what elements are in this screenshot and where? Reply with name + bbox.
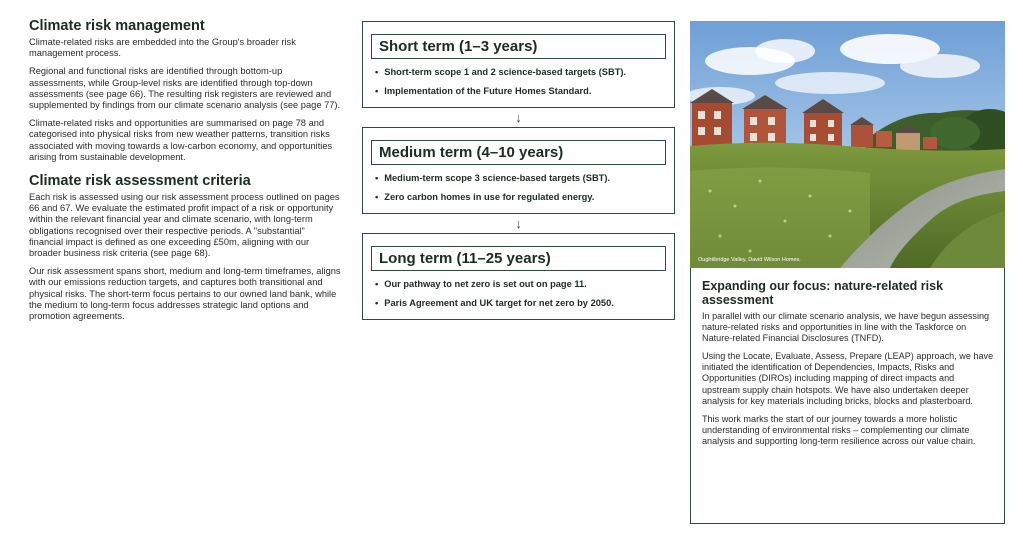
term-title: Medium term (4–10 years) — [371, 140, 666, 165]
section-title: Climate risk assessment criteria — [29, 173, 251, 190]
short-term-box — [362, 21, 675, 108]
term-item: • Medium-term scope 3 science-based targets (SBT). — [375, 173, 666, 184]
timeframe-column — [362, 21, 675, 320]
term-item: • Paris Agreement and UK target for net zero by 2050. — [375, 298, 666, 309]
term-title: Long term (11–25 years) — [371, 246, 666, 271]
down-arrow-icon: ↓ — [515, 216, 522, 231]
paragraph: Our risk assessment spans short, medium and long-term timeframes, aligns with our emissions reduction targets, and captures both transitional and physical risks. The short-term focus pertains to our owned land bank, while the medium to long-term focus addresses strategic land options and promotion agreements. — [29, 266, 341, 322]
term-item: • Short-term scope 1 and 2 science-based targets (SBT). — [375, 67, 666, 78]
paragraph: Using the Locate, Evaluate, Assess, Prepare (LEAP) approach, we have initiated the identification of Dependencies, Impacts, Risks and Opportunities (DIROs) including mapping of direct impacts and upstream supply chain hotspots. We have also undertaken deeper analysis for key materials including bricks, blocks and plasterboard. — [702, 351, 994, 406]
term-item: • Implementation of the Future Homes Standard. — [375, 86, 666, 97]
paragraph: Regional and functional risks are identified through bottom-up assessments, while Group-level risks are identified through top-down assessments (see page 66). The resulting risk registers are reviewed and supplemented by findings from our climate scenario analysis (see page 77). — [29, 66, 341, 111]
paragraph: Each risk is assessed using our risk assessment process outlined on pages 66 and 67. We evaluate the estimated profit impact of a risk or opportunity within the relevant financial year and climate scenario, with long-term obligations recognised over their respective periods. A "substantial" financial impact is defined as one exceeding £50m, aligning with our broader business risk criteria (see page 68). — [29, 192, 340, 259]
paragraph: This work marks the start of our journey towards a more holistic understanding of environmental risks – complementing our climate analysis and supporting long-term resilience across our value chain. — [702, 413, 976, 446]
term-item: • Our pathway to net zero is set out on page 11. — [375, 279, 666, 290]
section-title: Climate risk management — [29, 18, 205, 34]
paragraph: Climate-related risks are embedded into the Group's broader risk management process. — [29, 37, 296, 59]
photo-caption: Oughtibridge Valley, David Wilson Homes. — [698, 257, 801, 263]
paragraph: Climate-related risks and opportunities are summarised on page 78 and categorised into physical risks from new weather patterns, transition risks associated with moving towards a low-carbon economy, and opportunities arising from sustainable development. — [29, 118, 333, 162]
nature-column — [690, 21, 1005, 524]
medium-term-box — [362, 127, 675, 214]
section-title: Expanding our focus: nature-related risk assessment — [702, 279, 944, 307]
nature-risk-box — [690, 268, 1005, 524]
term-title: Short term (1–3 years) — [371, 34, 666, 59]
paragraph: In parallel with our climate scenario analysis, we have begun assessing nature-related risks and opportunities in line with the Taskforce on Nature-related Financial Disclosures (TNFD). — [702, 311, 990, 344]
climate-risk-management-column — [29, 18, 341, 329]
term-item: • Zero carbon homes in use for regulated energy. — [375, 192, 666, 203]
long-term-box — [362, 233, 675, 320]
down-arrow-icon: ↓ — [515, 110, 522, 125]
housing-development-photo — [690, 21, 1005, 268]
